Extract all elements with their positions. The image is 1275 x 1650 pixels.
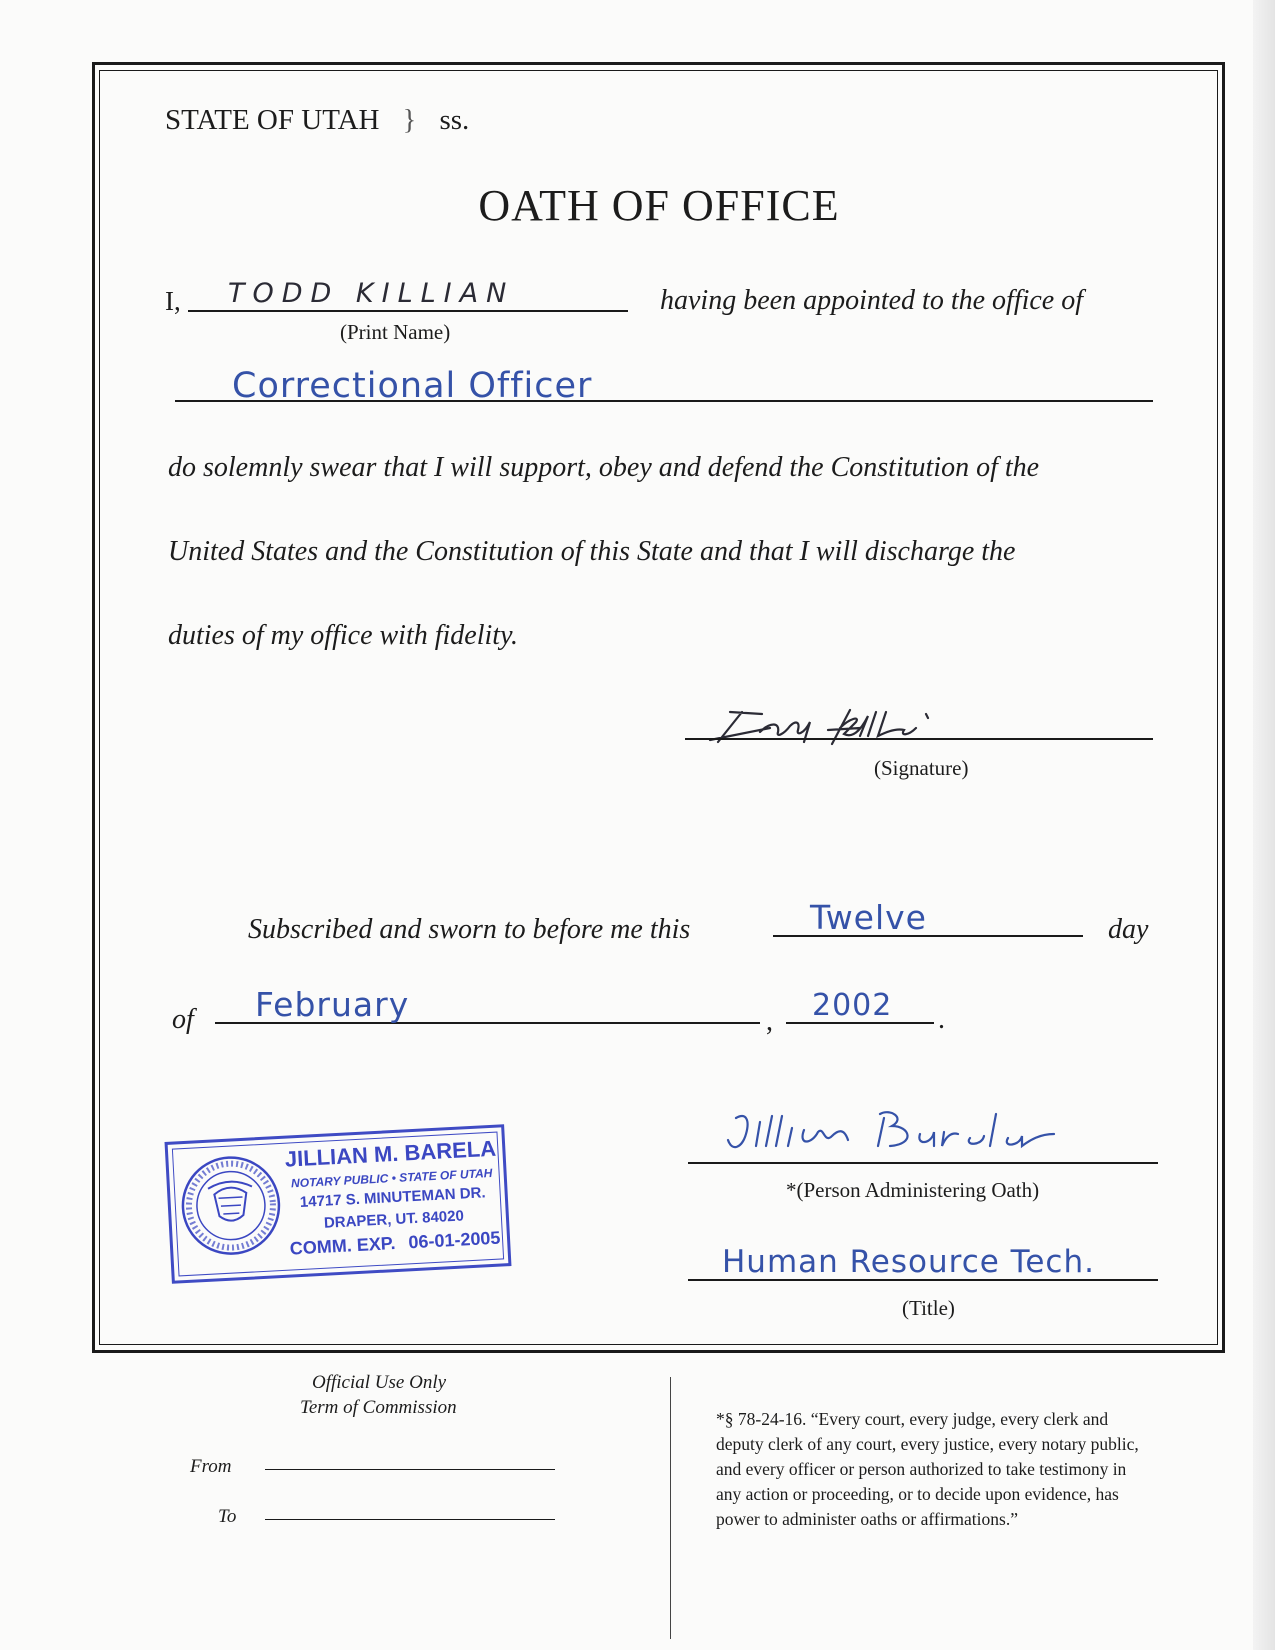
print-name-label: (Print Name): [340, 320, 451, 344]
administrator-signature-line: [688, 1162, 1158, 1164]
stamp-comm-date: 06-01-2005: [407, 1227, 501, 1253]
page-title: OATH OF OFFICE: [478, 181, 840, 230]
stamp-line-2: NOTARY PUBLIC • STATE OF UTAH: [290, 1165, 493, 1191]
oath-text-line-1: do solemnly swear that I will support, obey and defend the Constitution of the: [168, 452, 1040, 483]
stamp-line-3: 14717 S. MINUTEMAN DR.: [299, 1184, 486, 1211]
signature-label: (Signature): [874, 756, 969, 780]
print-name-value: TODD KILLIAN: [228, 278, 515, 309]
i-prefix: I,: [165, 286, 181, 316]
oath-text-line-2: United States and the Constitution of this State and that I will discharge the: [168, 536, 1016, 567]
stamp-comm-label: COMM. EXP.: [289, 1233, 396, 1259]
state-seal-icon: [176, 1151, 285, 1260]
brace-glyph: }: [402, 105, 417, 136]
administrator-label: *(Person Administering Oath): [786, 1178, 1040, 1202]
of-label: of: [172, 1004, 194, 1035]
ss-label: ss.: [439, 104, 470, 136]
footnote-line-4: any action or proceeding, or to decide upon evidence, has: [716, 1484, 1119, 1504]
print-name-line: [188, 310, 628, 312]
day-value: Twelve: [810, 898, 927, 937]
page-edge: [1253, 0, 1275, 1650]
footnote-line-5: power to administer oaths or affirmations.”: [716, 1509, 1018, 1529]
to-label: To: [218, 1506, 237, 1527]
footer-divider: [670, 1377, 671, 1639]
signature-line: [685, 738, 1153, 740]
office-value: Correctional Officer: [232, 366, 593, 406]
footnote-line-2: deputy clerk of any court, every justice, every notary public,: [716, 1434, 1139, 1454]
to-line: [265, 1519, 555, 1520]
term-of-commission-heading: Term of Commission: [300, 1397, 457, 1418]
stamp-line-4: DRAPER, UT. 84020: [323, 1207, 465, 1232]
oath-text-line-3: duties of my office with fidelity.: [168, 620, 518, 651]
from-label: From: [190, 1456, 232, 1477]
footnote-line-3: and every officer or person authorized to take testimony in: [716, 1459, 1127, 1479]
month-value: February: [255, 985, 410, 1024]
stamp-name: JILLIAN M. BARELA: [284, 1135, 497, 1172]
notary-stamp: [165, 1124, 512, 1284]
year-value: 2002: [812, 988, 893, 1023]
state-heading: [165, 104, 469, 137]
footnote-line-1: *§ 78-24-16. “Every court, every judge, every clerk and: [716, 1409, 1109, 1429]
official-use-heading: Official Use Only: [312, 1372, 447, 1393]
oath-taker-signature: [700, 692, 1020, 752]
title-label: (Title): [902, 1296, 955, 1320]
day-label: day: [1108, 914, 1149, 945]
administrator-signature: [720, 1100, 1080, 1166]
sworn-prefix: Subscribed and sworn to before me this: [248, 914, 691, 945]
month-comma: ,: [766, 1006, 773, 1037]
appointed-text: having been appointed to the office of: [660, 285, 1084, 316]
state-name: STATE OF UTAH: [165, 104, 380, 136]
year-period: .: [938, 1004, 945, 1035]
from-line: [265, 1469, 555, 1470]
title-value: Human Resource Tech.: [722, 1244, 1095, 1280]
